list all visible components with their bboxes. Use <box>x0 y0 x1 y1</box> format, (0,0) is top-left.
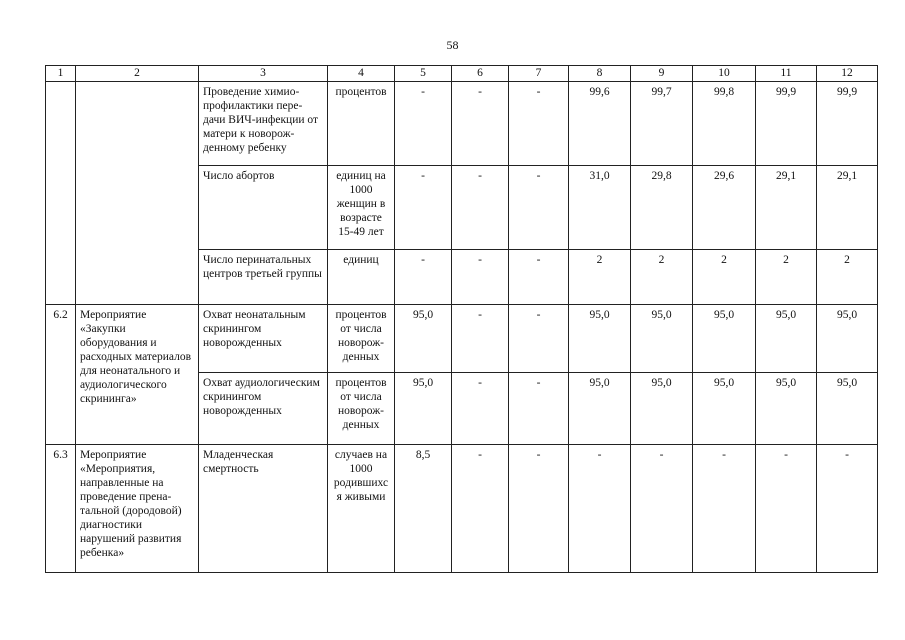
value-cell: - <box>452 166 509 250</box>
unit-cell: случаев на 1000 родившихся живыми <box>328 445 395 573</box>
value-cell: - <box>631 445 693 573</box>
value-cell: 29,6 <box>693 166 756 250</box>
value-cell: - <box>569 445 631 573</box>
indicator-cell: Число абортов <box>199 166 328 250</box>
value-cell: 95,0 <box>817 305 878 373</box>
row-number-cell: 6.2 <box>46 305 76 445</box>
unit-cell: процентов <box>328 82 395 166</box>
value-cell: - <box>452 373 509 445</box>
value-cell: 95,0 <box>631 305 693 373</box>
value-cell: 29,1 <box>817 166 878 250</box>
header-cell: 10 <box>693 66 756 82</box>
value-cell: - <box>395 82 452 166</box>
header-cell: 6 <box>452 66 509 82</box>
indicator-cell: Проведение химио-профилактики пере-дачи ВИЧ-инфекции от матери к новорож-денному ребенку <box>199 82 328 166</box>
value-cell: - <box>817 445 878 573</box>
value-cell: 99,7 <box>631 82 693 166</box>
value-cell: 95,0 <box>756 305 817 373</box>
header-cell: 8 <box>569 66 631 82</box>
value-cell: - <box>509 305 569 373</box>
event-cell: Мероприятие «Мероприятия, направленные на проведение прена-тальной (дородовой) диагностики нарушений развития ребенка» <box>76 445 199 573</box>
indicator-cell: Младенческая смертность <box>199 445 328 573</box>
value-cell: - <box>395 250 452 305</box>
header-cell: 4 <box>328 66 395 82</box>
value-cell: 95,0 <box>756 373 817 445</box>
unit-cell: процентов от числа новорож-денных <box>328 305 395 373</box>
value-cell: 2 <box>756 250 817 305</box>
unit-cell: единиц <box>328 250 395 305</box>
value-cell: - <box>756 445 817 573</box>
value-cell: 95,0 <box>569 373 631 445</box>
value-cell: 95,0 <box>395 373 452 445</box>
indicator-cell: Охват аудиологическим скринингом новорожденных <box>199 373 328 445</box>
event-cell <box>76 82 199 305</box>
value-cell: 95,0 <box>395 305 452 373</box>
value-cell: 95,0 <box>631 373 693 445</box>
value-cell: - <box>509 166 569 250</box>
event-cell: Мероприятие «Закупки оборудования и расходных материалов для неонатального и аудиологического скрининга» <box>76 305 199 445</box>
value-cell: 99,9 <box>817 82 878 166</box>
value-cell: - <box>509 373 569 445</box>
indicators-table <box>45 65 878 573</box>
value-cell: - <box>452 445 509 573</box>
value-cell: 2 <box>693 250 756 305</box>
value-cell: 2 <box>631 250 693 305</box>
indicator-cell: Число перинатальных центров третьей группы <box>199 250 328 305</box>
unit-cell: единиц на 1000 женщин в возрасте 15-49 лет <box>328 166 395 250</box>
page-number: 58 <box>446 38 459 52</box>
value-cell: - <box>452 82 509 166</box>
header-cell: 5 <box>395 66 452 82</box>
unit-cell: процентов от числа новорож-денных <box>328 373 395 445</box>
value-cell: - <box>693 445 756 573</box>
value-cell: - <box>509 445 569 573</box>
value-cell: 29,1 <box>756 166 817 250</box>
value-cell: - <box>509 82 569 166</box>
indicator-cell: Охват неонатальным скринингом новорожденных <box>199 305 328 373</box>
header-cell: 2 <box>76 66 199 82</box>
row-number-cell: 6.3 <box>46 445 76 573</box>
table-row <box>46 305 878 373</box>
header-cell: 9 <box>631 66 693 82</box>
row-number-cell <box>46 82 76 305</box>
header-cell: 11 <box>756 66 817 82</box>
value-cell: 95,0 <box>817 373 878 445</box>
value-cell: 31,0 <box>569 166 631 250</box>
table-row <box>46 82 878 166</box>
value-cell: 8,5 <box>395 445 452 573</box>
value-cell: 99,6 <box>569 82 631 166</box>
value-cell: - <box>452 250 509 305</box>
table-row <box>46 445 878 573</box>
header-cell: 1 <box>46 66 76 82</box>
value-cell: 29,8 <box>631 166 693 250</box>
value-cell: - <box>452 305 509 373</box>
value-cell: 2 <box>569 250 631 305</box>
header-cell: 3 <box>199 66 328 82</box>
value-cell: 99,9 <box>756 82 817 166</box>
value-cell: 95,0 <box>693 373 756 445</box>
value-cell: - <box>395 166 452 250</box>
header-cell: 12 <box>817 66 878 82</box>
value-cell: 95,0 <box>693 305 756 373</box>
value-cell: 2 <box>817 250 878 305</box>
value-cell: - <box>509 250 569 305</box>
header-row <box>46 66 878 82</box>
value-cell: 99,8 <box>693 82 756 166</box>
header-cell: 7 <box>509 66 569 82</box>
value-cell: 95,0 <box>569 305 631 373</box>
